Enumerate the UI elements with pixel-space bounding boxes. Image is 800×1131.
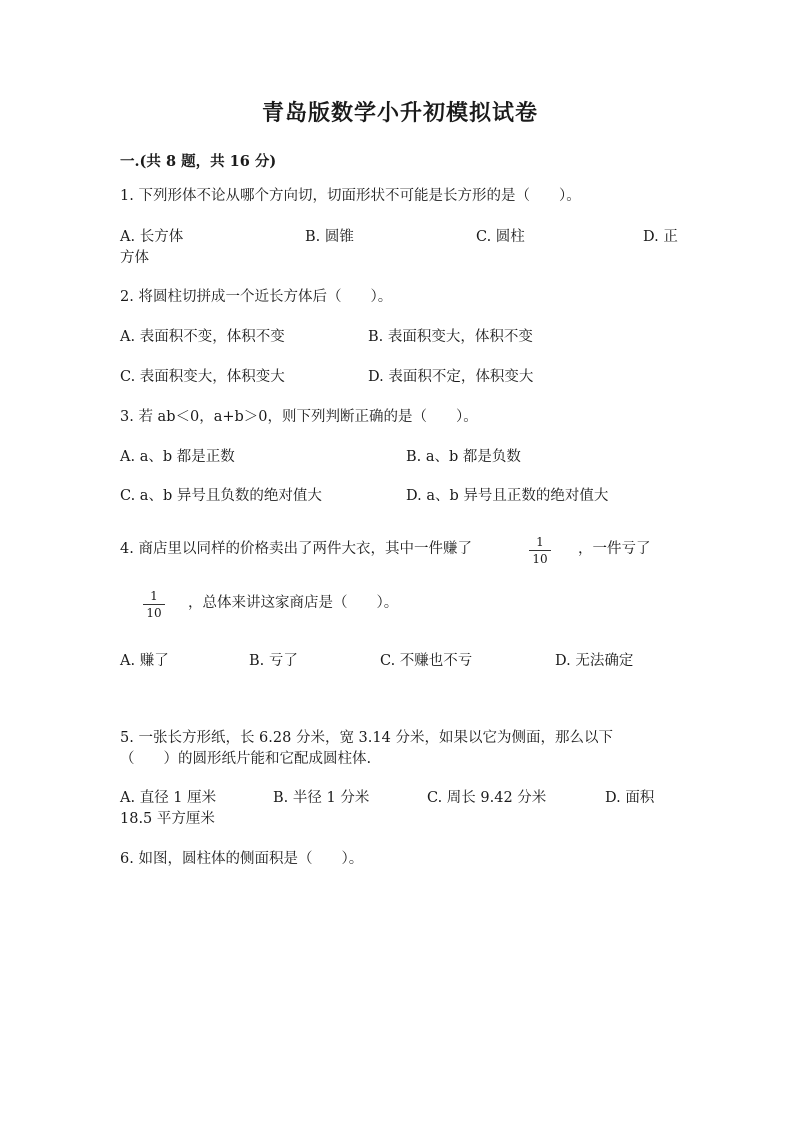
question-4-option-a: A. 赚了 <box>120 653 169 669</box>
question-4-stem-part1: 4. 商店里以同样的价格卖出了两件大衣，其中一件赚了 <box>120 541 472 557</box>
question-1-option-c: C. 圆柱 <box>476 229 525 245</box>
fraction-1-denominator: 10 <box>532 552 548 566</box>
question-2-stem: 2. 将圆柱切拼成一个近长方体后（ ）。 <box>120 289 393 305</box>
question-4-option-b: B. 亏了 <box>249 653 298 669</box>
question-3-option-c: C. a、b 异号且负数的绝对值大 <box>120 488 322 504</box>
question-5-option-d-continued: 18.5 平方厘米 <box>120 811 215 827</box>
question-3-option-b: B. a、b 都是负数 <box>406 449 521 465</box>
question-4-fraction-2 <box>143 589 165 620</box>
question-5-option-d: D. 面积 <box>605 790 655 806</box>
question-5-stem-line1: 5. 一张长方形纸，长 6.28 分米，宽 3.14 分米，如果以它为侧面，那么以下 <box>120 730 613 746</box>
question-1-option-b: B. 圆锥 <box>305 229 354 245</box>
question-2-option-b: B. 表面积变大，体积不变 <box>368 329 533 345</box>
question-5-option-a: A. 直径 1 厘米 <box>120 790 217 806</box>
question-5-stem-line2: （ ）的圆形纸片能和它配成圆柱体. <box>120 751 372 767</box>
question-4-option-c: C. 不赚也不亏 <box>380 653 473 669</box>
question-4-stem-part3: ，总体来讲这家商店是（ ）。 <box>188 595 399 611</box>
fraction-2-denominator: 10 <box>146 606 162 620</box>
section-heading: 一.(共 8 题，共 16 分) <box>120 153 277 170</box>
fraction-1-bar <box>529 550 551 551</box>
fraction-1-numerator: 1 <box>536 535 544 549</box>
question-2-option-a: A. 表面积不变，体积不变 <box>120 329 285 345</box>
question-3-option-d: D. a、b 异号且正数的绝对值大 <box>406 488 609 504</box>
question-3-option-a: A. a、b 都是正数 <box>120 449 235 465</box>
fraction-2-bar <box>143 604 165 605</box>
question-5-option-b: B. 半径 1 分米 <box>273 790 370 806</box>
question-1-option-d-continued: 方体 <box>120 250 149 266</box>
question-6-stem: 6. 如图，圆柱体的侧面积是（ ）。 <box>120 851 364 867</box>
question-4-stem-part2: ，一件亏了 <box>578 541 651 557</box>
question-5-option-c: C. 周长 9.42 分米 <box>427 790 547 806</box>
question-1-stem: 1. 下列形体不论从哪个方向切，切面形状不可能是长方形的是（ ）。 <box>120 188 581 204</box>
fraction-2-numerator: 1 <box>150 589 158 603</box>
question-4-fraction-1 <box>529 535 551 566</box>
question-1-option-d: D. 正 <box>643 229 678 245</box>
question-1-option-a: A. 长方体 <box>120 229 184 245</box>
page-title: 青岛版数学小升初模拟试卷 <box>261 100 538 126</box>
question-3-stem: 3. 若 ab＜0，a+b＞0，则下列判断正确的是（ ）。 <box>120 409 478 425</box>
question-2-option-c: C. 表面积变大，体积变大 <box>120 369 285 385</box>
question-2-option-d: D. 表面积不定，体积变大 <box>368 369 534 385</box>
question-4-option-d: D. 无法确定 <box>555 653 634 669</box>
